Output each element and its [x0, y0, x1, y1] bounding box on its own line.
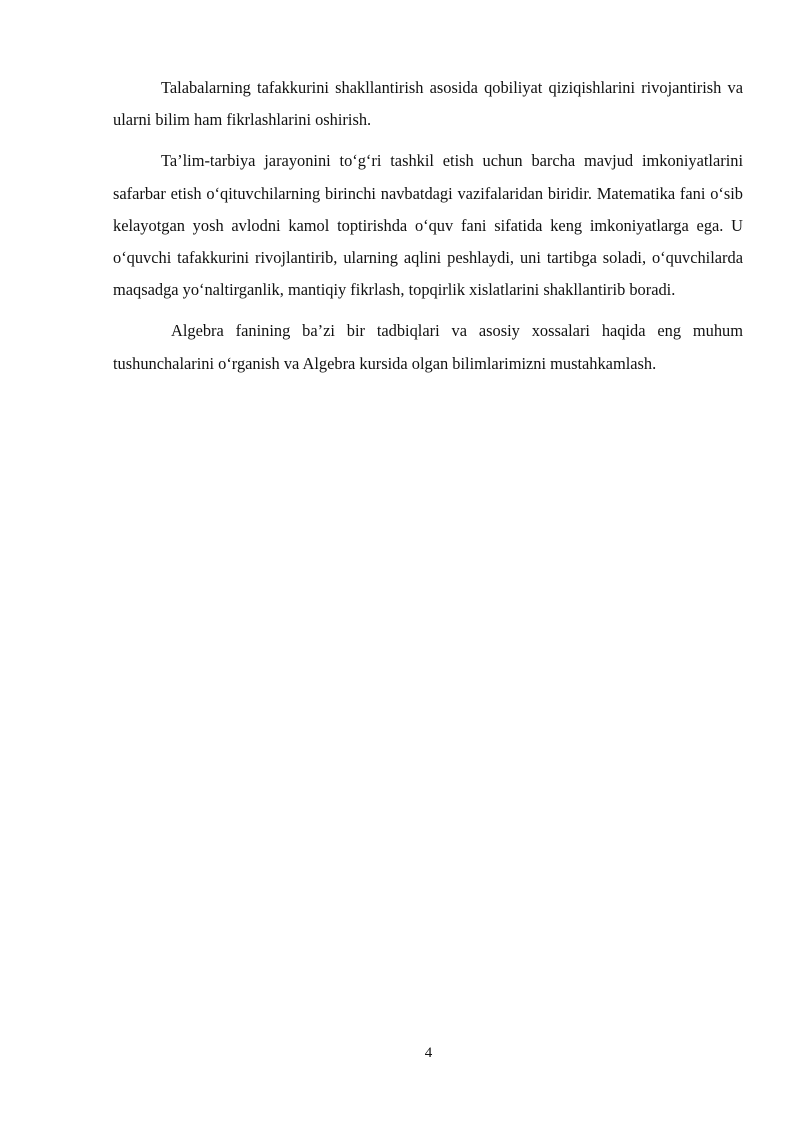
paragraph-3: Algebra fanining ba’zi bir tadbiqlari va asosiy xossalari haqida eng muhum tushunchalarini o‘rganish va Algebra kursida olgan bilimlarimizni mustahkamlash.	[113, 321, 743, 373]
paragraph-2: Ta’lim-tarbiya jarayonini to‘g‘ri tashkil etish uchun barcha mavjud imkoniyatlarini safarbar etish o‘qituvchilarning birinchi navbatdagi vazifalaridan biridir. Matematika fani o‘sib kelayotgan yosh avlodni kamol toptirishda o‘quv fani sifatida keng imkoniyatlarga ega. U o‘quvchi tafakkurini rivojlantirib, ularning aqlini peshlaydi, uni tartibga soladi, o‘quvchilarda maqsadga yo‘naltirganlik, mantiqiy fikrlash, topqirlik xislatlarini shakllantirib boradi.	[113, 151, 743, 300]
paragraph-1: Talabalarning tafakkurini shakllantirish asosida qobiliyat qiziqishlarini rivojantirish va ularni bilim ham fikrlashlarini oshirish.	[113, 78, 743, 130]
body-text	[113, 72, 743, 389]
page-number: 4	[424, 1045, 433, 1061]
